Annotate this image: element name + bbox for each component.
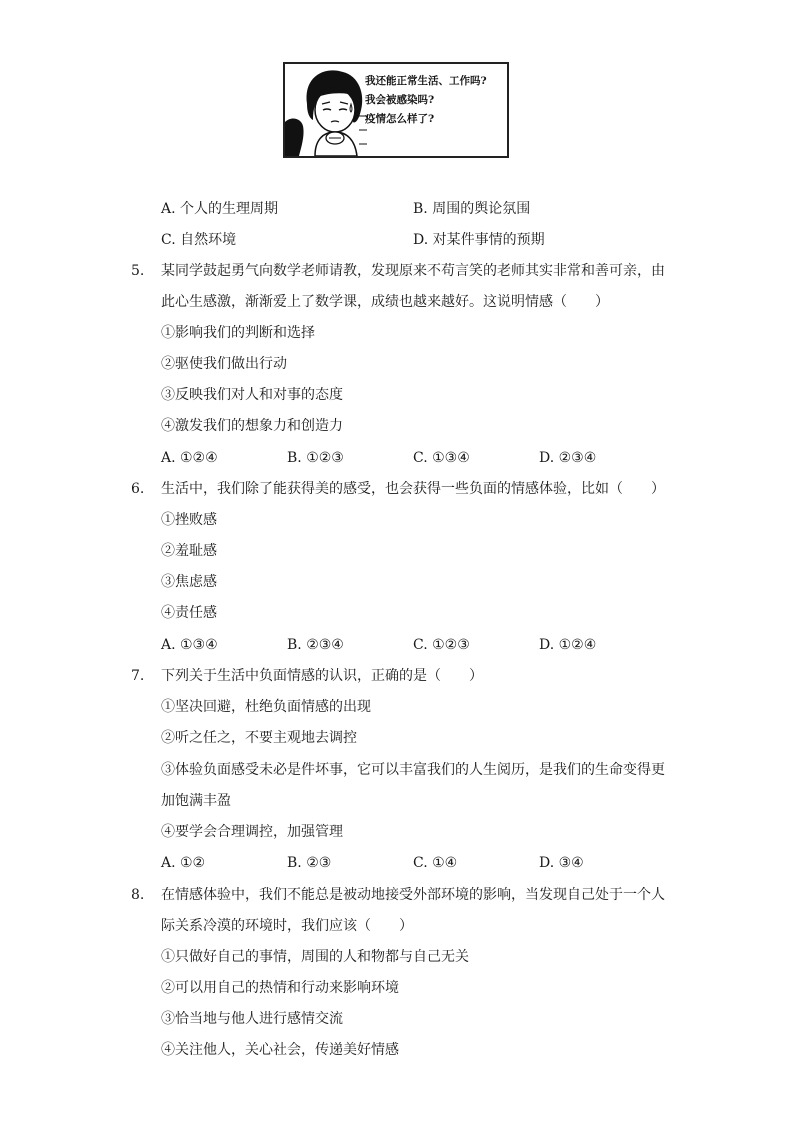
q5-option-b: B. ①②③: [287, 450, 344, 466]
q8-item: ④关注他人，关心社会，传递美好情感: [161, 1042, 399, 1058]
q8-stem-line: 在情感体验中，我们不能总是被动地接受外部环境的影响，当发现自己处于一个人: [161, 887, 665, 903]
comic-line: 疫情怎么样了?: [365, 113, 435, 125]
q8-item: ③恰当地与他人进行感情交流: [161, 1011, 343, 1027]
q6-option-b: B. ②③④: [287, 637, 344, 653]
q5-option-c: C. ①③④: [413, 450, 470, 466]
q6-item: ③焦虑感: [161, 574, 217, 590]
q6-item: ②羞耻感: [161, 543, 217, 559]
comic-line: 我会被感染吗?: [365, 94, 435, 106]
q5-item: ①影响我们的判断和选择: [161, 325, 315, 341]
comic-thought-text: [365, 72, 511, 129]
q5-stem-line: 某同学鼓起勇气向数学老师请教，发现原来不苟言笑的老师其实非常和善可亲，由: [161, 263, 665, 279]
q6-item: ①挫败感: [161, 512, 217, 528]
q8-stem-line: 际关系冷漠的环境时，我们应该（ ）: [161, 918, 413, 934]
q6-stem-line: 生活中，我们除了能获得美的感受，也会获得一些负面的情感体验，比如（ ）: [161, 481, 665, 497]
q7-item: ①坚决回避，杜绝负面情感的出现: [161, 699, 371, 715]
q5-item: ②驱使我们做出行动: [161, 356, 287, 372]
q8-number: 8.: [131, 887, 145, 903]
q7-item: ②听之任之，不要主观地去调控: [161, 730, 357, 746]
q7-item: ③体验负面感受未必是件坏事，它可以丰富我们的人生阅历，是我们的生命变得更: [161, 762, 665, 778]
q6-option-a: A. ①③④: [161, 637, 218, 653]
q5-item: ④激发我们的想象力和创造力: [161, 418, 343, 434]
q8-item: ②可以用自己的热情和行动来影响环境: [161, 980, 399, 996]
q5-number: 5.: [131, 263, 145, 279]
q7-stem-line: 下列关于生活中负面情感的认识，正确的是（ ）: [161, 668, 483, 684]
q7-item: ④要学会合理调控，加强管理: [161, 824, 343, 840]
q5-stem-line: 此心生感激，渐渐爱上了数学课，成绩也越来越好。这说明情感（ ）: [161, 294, 609, 310]
q4-option-b: B. 周围的舆论氛围: [413, 201, 531, 217]
q5-item: ③反映我们对人和对事的态度: [161, 387, 343, 403]
q4-option-a: A. 个人的生理周期: [161, 201, 279, 217]
q5-option-d: D. ②③④: [539, 450, 597, 466]
q7-number: 7.: [131, 668, 145, 684]
comic-line: 我还能正常生活、工作吗?: [365, 75, 487, 87]
q7-option-b: B. ②③: [287, 855, 332, 871]
q7-option-d: D. ③④: [539, 855, 584, 871]
q5-option-a: A. ①②④: [161, 450, 218, 466]
q6-option-d: D. ①②④: [539, 637, 597, 653]
q7-option-a: A. ①②: [161, 855, 206, 871]
q7-option-c: C. ①④: [413, 855, 458, 871]
q7-item-continued: 加饱满丰盈: [161, 793, 231, 809]
q4-option-c: C. 自然环境: [161, 232, 237, 248]
q8-item: ①只做好自己的事情，周围的人和物都与自己无关: [161, 949, 469, 965]
comic-illustration: [283, 62, 509, 158]
q4-option-d: D. 对某件事情的预期: [413, 232, 545, 248]
q6-option-c: C. ①②③: [413, 637, 470, 653]
q6-item: ④责任感: [161, 605, 217, 621]
q6-number: 6.: [131, 481, 145, 497]
